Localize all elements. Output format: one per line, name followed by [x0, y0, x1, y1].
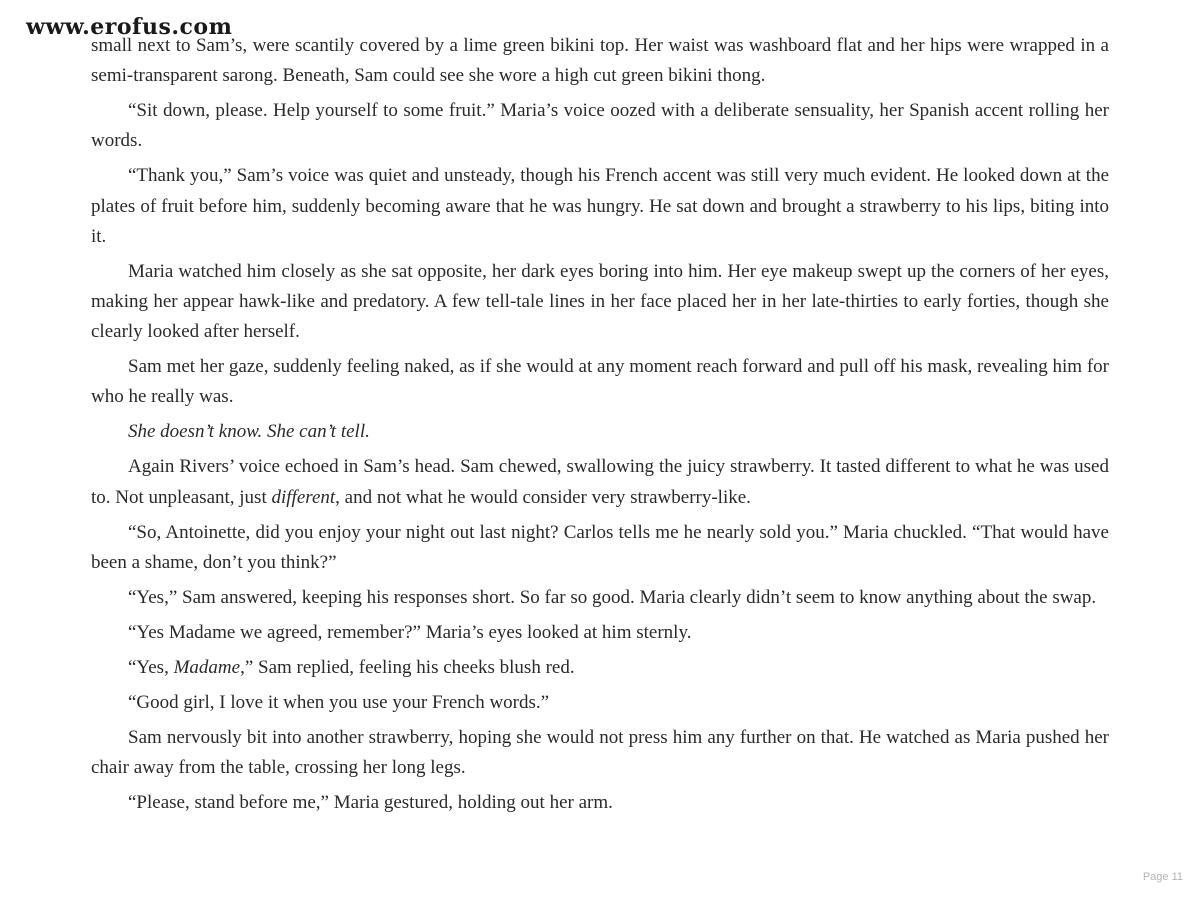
watermark-logo: www.erofus.com	[26, 14, 233, 40]
paragraph-11-emphasis: Madame	[173, 656, 241, 678]
paragraph-7-text-start: Again Rivers’ voice echoed in Sam’s head. Sam chewed, swallowing the juicy strawberry. It tasted different to what he was used to. Not unpleasant, just	[91, 456, 1109, 508]
paragraph-8: “So, Antoinette, did you enjoy your night out last night? Carlos tells me he nearly sold you.” Maria chuckled. “That would have been a shame, don’t you think?”	[91, 521, 1109, 573]
paragraph-7	[91, 452, 1109, 512]
paragraph-1: small next to Sam’s, were scantily covered by a lime green bikini top. Her waist was washboard flat and her hips were wrapped in a semi-transparent sarong. Beneath, Sam could see she wore a high cut green bikini thong.	[91, 35, 1109, 87]
paragraph-7-emphasis: different	[271, 486, 336, 508]
paragraph-14: “Please, stand before me,” Maria gestured, holding out her arm.	[128, 792, 613, 814]
paragraph-4: Maria watched him closely as she sat opposite, her dark eyes boring into him. Her eye makeup swept up the corners of her eyes, making her appear hawk-like and predatory. A few tell-tale lines in her face placed her in her late-thirties to early forties, though she clearly looked after herself.	[91, 260, 1109, 343]
paragraph-2: “Sit down, please. Help yourself to some fruit.” Maria’s voice oozed with a deliberate sensuality, her Spanish accent rolling her words.	[91, 100, 1109, 152]
paragraph-13: Sam nervously bit into another strawberry, hoping she would not press him any further on that. He watched as Maria pushed her chair away from the table, crossing her long legs.	[91, 726, 1109, 779]
paragraph-5: Sam met her gaze, suddenly feeling naked, as if she would at any moment reach forward and pull off his mask, revealing him for who he really was.	[91, 356, 1109, 408]
paragraph-9: “Yes,” Sam answered, keeping his responses short. So far so good. Maria clearly didn’t seem to know anything about the swap.	[128, 586, 1097, 608]
paragraph-11	[91, 653, 1109, 683]
paragraph-12: “Good girl, I love it when you use your French words.”	[128, 691, 550, 713]
paragraph-7-text-end: , and not what he would consider very strawberry-like.	[335, 486, 751, 508]
paragraph-10: “Yes Madame we agreed, remember?” Maria’s eyes looked at him sternly.	[128, 621, 692, 643]
page-number: Page 11	[1142, 871, 1183, 883]
page-text	[91, 31, 1109, 823]
paragraph-6-italic-thought: She doesn’t know. She can’t tell.	[128, 421, 370, 443]
paragraph-3: “Thank you,” Sam’s voice was quiet and unsteady, though his French accent was still very much evident. He looked down at the plates of fruit before him, suddenly becoming aware that he was hungry. He sat down and brought a strawberry to his lips, biting into it.	[91, 165, 1109, 247]
paragraph-11-text-start: “Yes,	[128, 656, 174, 678]
paragraph-11-text-end: ,” Sam replied, feeling his cheeks blush red.	[240, 656, 575, 678]
